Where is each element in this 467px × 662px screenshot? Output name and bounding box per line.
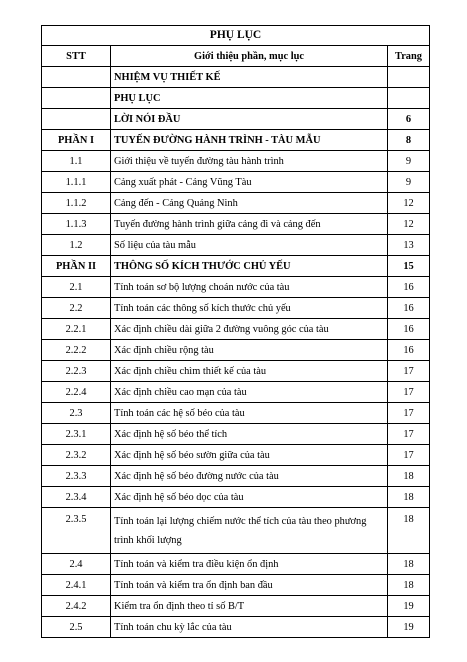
row-stt: 1.1.3 bbox=[42, 214, 111, 235]
row-stt: 2.3.1 bbox=[42, 424, 111, 445]
row-stt: 2.3.3 bbox=[42, 466, 111, 487]
row-title: Xác định chiều rộng tàu bbox=[111, 340, 388, 361]
table-of-contents bbox=[41, 25, 430, 638]
row-stt: 2.3 bbox=[42, 403, 111, 424]
column-header-stt: STT bbox=[42, 46, 111, 67]
table-row bbox=[42, 596, 430, 617]
table-row bbox=[42, 319, 430, 340]
row-stt: 1.1.2 bbox=[42, 193, 111, 214]
row-stt: 2.3.2 bbox=[42, 445, 111, 466]
table-row bbox=[42, 67, 430, 88]
table-row bbox=[42, 424, 430, 445]
row-stt: 1.1.1 bbox=[42, 172, 111, 193]
row-stt: 2.5 bbox=[42, 617, 111, 638]
table-row bbox=[42, 214, 430, 235]
row-title: Tính toán các thông số kích thước chủ yếu bbox=[111, 298, 388, 319]
row-title: Xác định chiều chìm thiết kế của tàu bbox=[111, 361, 388, 382]
header-row bbox=[42, 46, 430, 67]
row-stt: 2.4 bbox=[42, 554, 111, 575]
table-row bbox=[42, 617, 430, 638]
row-stt: 2.3.5 bbox=[42, 508, 111, 554]
row-page: 13 bbox=[388, 235, 430, 256]
row-page: 12 bbox=[388, 193, 430, 214]
row-stt: 2.2.1 bbox=[42, 319, 111, 340]
table-row bbox=[42, 109, 430, 130]
row-page: 17 bbox=[388, 424, 430, 445]
row-title: Xác định hệ số béo sườn giữa của tàu bbox=[111, 445, 388, 466]
table-row bbox=[42, 361, 430, 382]
row-stt: PHẦN II bbox=[42, 256, 111, 277]
row-page: 16 bbox=[388, 340, 430, 361]
row-page: 18 bbox=[388, 487, 430, 508]
row-stt: 2.2 bbox=[42, 298, 111, 319]
column-header-page: Trang bbox=[388, 46, 430, 67]
row-title: Tính toán lại lượng chiếm nước thể tích của tàu theo phương trình khối lượng bbox=[111, 508, 388, 554]
table-row bbox=[42, 508, 430, 554]
table-row bbox=[42, 466, 430, 487]
row-title: TUYẾN ĐƯỜNG HÀNH TRÌNH - TÀU MẪU bbox=[111, 130, 388, 151]
row-title: Kiểm tra ổn định theo tỉ số B/T bbox=[111, 596, 388, 617]
table-row bbox=[42, 130, 430, 151]
row-stt: 2.1 bbox=[42, 277, 111, 298]
table-row bbox=[42, 151, 430, 172]
row-stt: 2.2.2 bbox=[42, 340, 111, 361]
row-title: Giới thiệu về tuyến đường tàu hành trình bbox=[111, 151, 388, 172]
table-row bbox=[42, 340, 430, 361]
row-page bbox=[388, 67, 430, 88]
row-page: 17 bbox=[388, 382, 430, 403]
row-page: 17 bbox=[388, 445, 430, 466]
row-title: Tính toán chu kỳ lắc của tàu bbox=[111, 617, 388, 638]
row-stt: 2.4.2 bbox=[42, 596, 111, 617]
row-stt bbox=[42, 109, 111, 130]
row-title: NHIỆM VỤ THIẾT KẾ bbox=[111, 67, 388, 88]
table-row bbox=[42, 298, 430, 319]
table-row bbox=[42, 382, 430, 403]
row-title: Xác định hệ số béo đường nước của tàu bbox=[111, 466, 388, 487]
row-page: 18 bbox=[388, 466, 430, 487]
table-row bbox=[42, 256, 430, 277]
row-page: 6 bbox=[388, 109, 430, 130]
table-row bbox=[42, 172, 430, 193]
row-title: Xác định chiều dài giữa 2 đường vuông góc của tàu bbox=[111, 319, 388, 340]
row-title: Tuyến đường hành trình giữa cảng đi và cảng đến bbox=[111, 214, 388, 235]
row-page: 18 bbox=[388, 508, 430, 554]
row-title: Cảng đến - Cảng Quảng Ninh bbox=[111, 193, 388, 214]
row-page: 16 bbox=[388, 277, 430, 298]
row-page: 16 bbox=[388, 298, 430, 319]
row-page: 16 bbox=[388, 319, 430, 340]
row-stt: 2.4.1 bbox=[42, 575, 111, 596]
row-page: 19 bbox=[388, 596, 430, 617]
row-page: 17 bbox=[388, 361, 430, 382]
row-stt bbox=[42, 88, 111, 109]
row-title: Xác định chiều cao mạn của tàu bbox=[111, 382, 388, 403]
row-stt: 2.2.3 bbox=[42, 361, 111, 382]
row-page: 9 bbox=[388, 151, 430, 172]
row-page: 15 bbox=[388, 256, 430, 277]
table-row bbox=[42, 277, 430, 298]
row-title: Xác định hệ số béo thể tích bbox=[111, 424, 388, 445]
row-title: PHỤ LỤC bbox=[111, 88, 388, 109]
row-page: 18 bbox=[388, 575, 430, 596]
row-stt: 2.3.4 bbox=[42, 487, 111, 508]
row-stt: 2.2.4 bbox=[42, 382, 111, 403]
row-page: 17 bbox=[388, 403, 430, 424]
table-row bbox=[42, 554, 430, 575]
row-stt: 1.1 bbox=[42, 151, 111, 172]
row-stt: 1.2 bbox=[42, 235, 111, 256]
row-stt: PHẦN I bbox=[42, 130, 111, 151]
table-row bbox=[42, 575, 430, 596]
row-title: Số liệu của tàu mẫu bbox=[111, 235, 388, 256]
table-row bbox=[42, 88, 430, 109]
table-row bbox=[42, 193, 430, 214]
table-row bbox=[42, 403, 430, 424]
row-page bbox=[388, 88, 430, 109]
row-title: Tính toán sơ bộ lượng choán nước của tàu bbox=[111, 277, 388, 298]
row-title: THÔNG SỐ KÍCH THƯỚC CHỦ YẾU bbox=[111, 256, 388, 277]
row-page: 19 bbox=[388, 617, 430, 638]
table-row bbox=[42, 487, 430, 508]
row-stt bbox=[42, 67, 111, 88]
row-title: Cảng xuất phát - Cảng Vũng Tàu bbox=[111, 172, 388, 193]
table-row bbox=[42, 235, 430, 256]
row-page: 8 bbox=[388, 130, 430, 151]
row-page: 9 bbox=[388, 172, 430, 193]
row-title: Tính toán các hệ số béo của tàu bbox=[111, 403, 388, 424]
row-page: 12 bbox=[388, 214, 430, 235]
table-row bbox=[42, 445, 430, 466]
row-title: LỜI NÓI ĐẦU bbox=[111, 109, 388, 130]
table-body bbox=[42, 67, 430, 638]
row-title: Tính toán và kiểm tra điều kiện ổn định bbox=[111, 554, 388, 575]
row-page: 18 bbox=[388, 554, 430, 575]
column-header-content: Giới thiệu phần, mục lục bbox=[111, 46, 388, 67]
row-title: Tính toán và kiểm tra ổn định ban đầu bbox=[111, 575, 388, 596]
title-row bbox=[42, 26, 430, 46]
row-title: Xác định hệ số béo dọc của tàu bbox=[111, 487, 388, 508]
page-title: PHỤ LỤC bbox=[42, 26, 430, 46]
